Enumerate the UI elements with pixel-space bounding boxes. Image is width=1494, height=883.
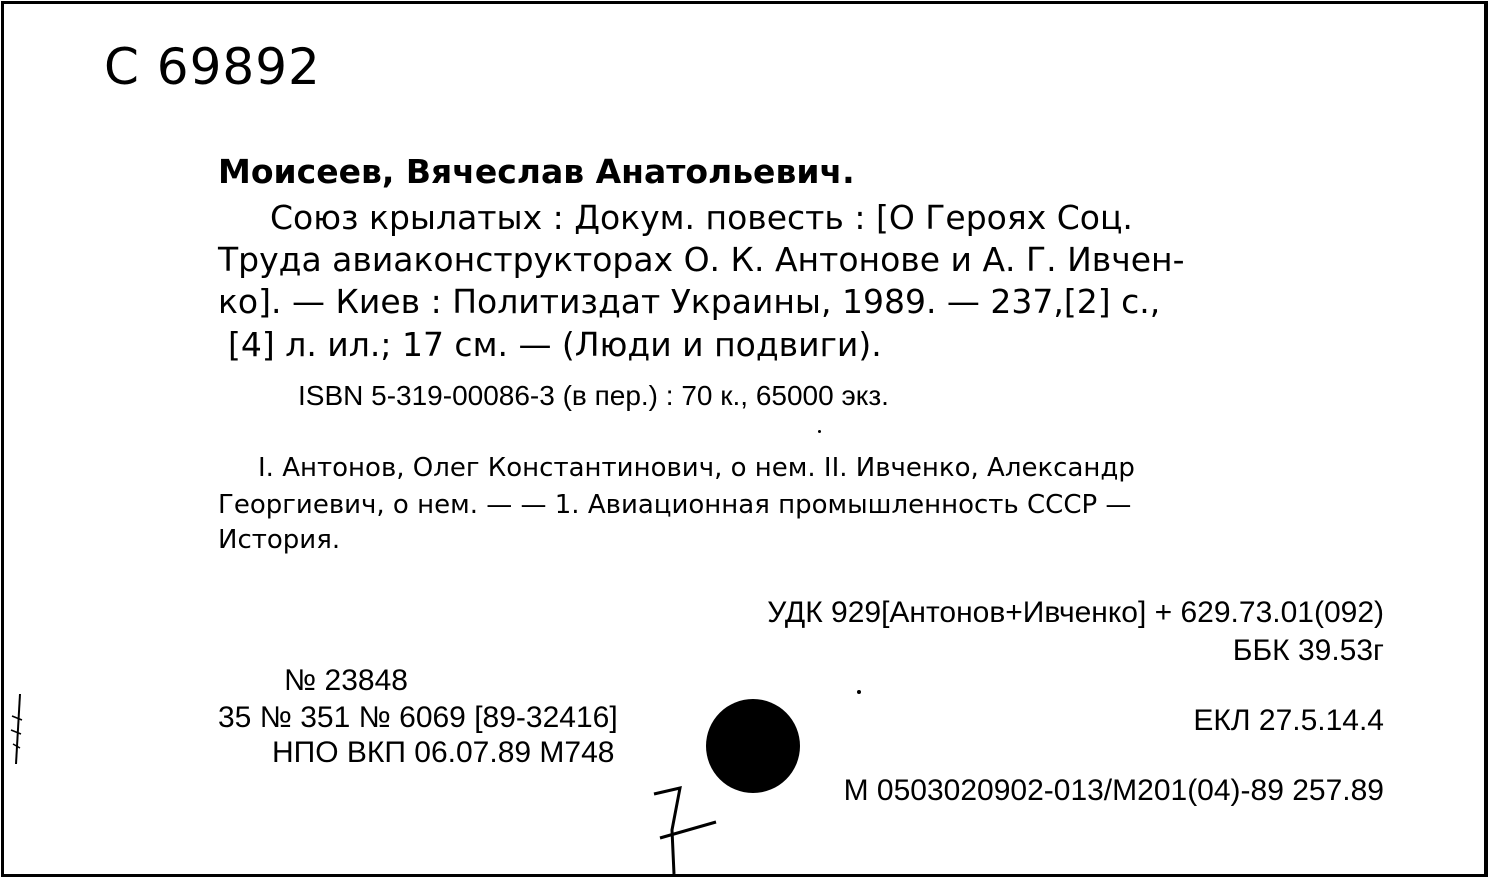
udk-classification: УДК 929[Антонов+Ивченко] + 629.73.01(092) — [767, 596, 1384, 629]
description-line-3: ко]. — Киев : Политиздат Украины, 1989. — 237,[2] с., — [218, 282, 1161, 321]
ink-dot-small — [857, 690, 861, 694]
description-line-4: [4] л. ил.; 17 см. — (Люди и подвиги). — [228, 325, 882, 364]
tracing-line-3: История. — [218, 525, 341, 555]
description-line-2: Труда авиаконструкторах О. К. Антонове и А. Г. Ивчен- — [218, 240, 1185, 279]
call-number: С 69892 — [104, 38, 321, 96]
bbk-classification: ББК 39.53г — [1232, 634, 1384, 667]
handwritten-seven-mark — [640, 780, 730, 880]
card-number: № 23848 — [284, 664, 408, 697]
isbn-line: ISBN 5-319-00086-3 (в пер.) : 70 к., 65000 экз. — [298, 380, 889, 411]
author-heading: Моисеев, Вячеслав Анатольевич. — [218, 152, 855, 191]
description-line-1: Союз крылатых : Докум. повесть : [О Героях Соц. — [270, 198, 1133, 237]
npo-line: НПО ВКП 06.07.89 М748 — [272, 736, 615, 769]
tracing-line-1: I. Антонов, Олег Константинович, о нем. II. Ивченко, Александр — [258, 453, 1135, 483]
order-line: 35 № 351 № 6069 [89-32416] — [218, 701, 618, 734]
tracing-line-2: Георгиевич, о нем. — — 1. Авиационная промышленность СССР — — [218, 490, 1132, 520]
publisher-code-line: М 0503020902-013/М201(04)-89 257.89 — [843, 774, 1384, 807]
ink-dot — [818, 430, 821, 433]
margin-mark — [6, 690, 30, 770]
ekl-code: ЕКЛ 27.5.14.4 — [1193, 704, 1384, 737]
punch-hole — [706, 699, 800, 793]
